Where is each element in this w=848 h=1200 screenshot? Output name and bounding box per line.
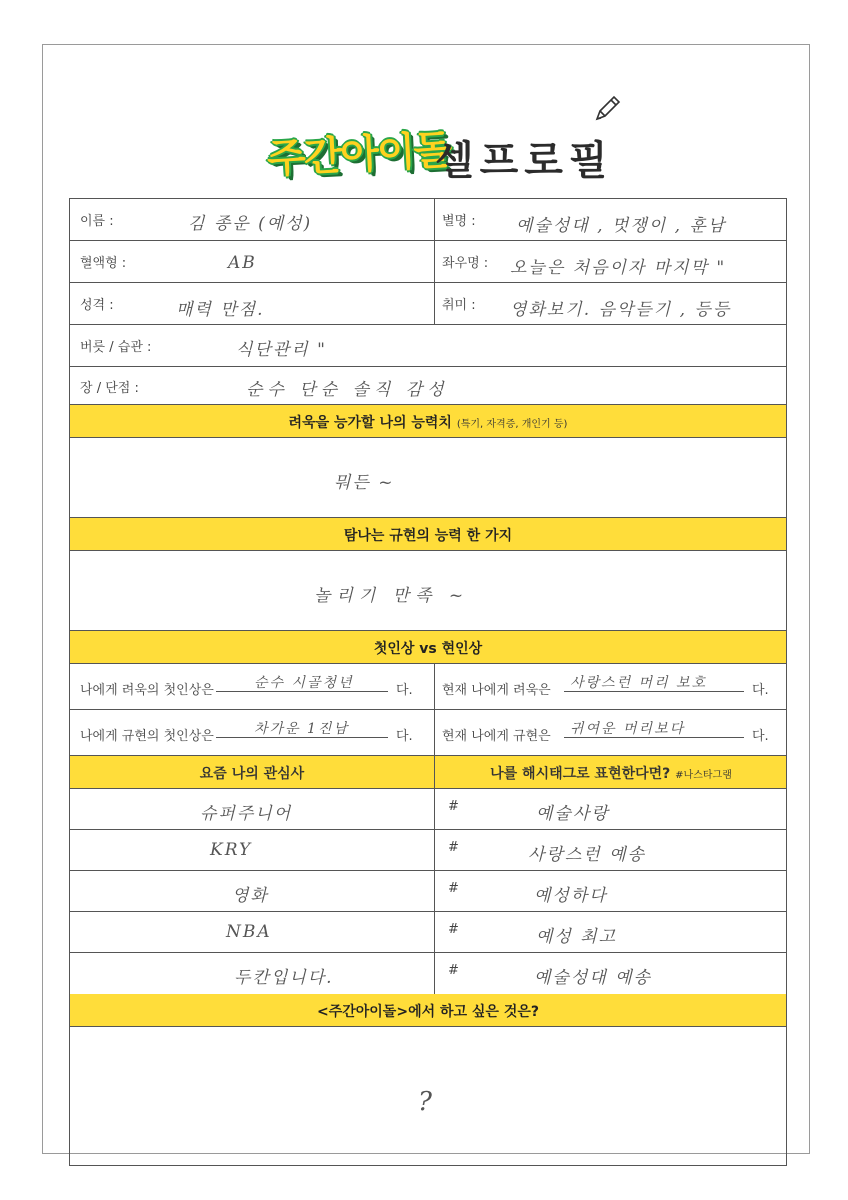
motto-label: 좌우명 : [442,256,489,271]
interest-row [70,871,786,912]
interest-value: 두칸입니다. [234,968,334,988]
suffix: 다. [396,683,413,698]
ability-subtitle: (특기, 자격증, 개인기 등) [456,419,568,430]
interest-row [70,789,786,830]
strength-row [70,367,786,405]
interest-row [70,953,786,994]
kyuhyun-impression-row [70,710,786,756]
ryeowook-now-prefix: 현재 나에게 려욱은 [442,683,551,698]
blood-value: AB [228,253,257,273]
habit-value: 식단관리 " [236,340,327,360]
ability-answer-box [70,438,786,518]
hobby-value: 영화보기. 음악듣기 , 등등 [510,300,732,320]
interest-title: 요즘 나의 관심사 [199,766,305,782]
hash-symbol: # [448,840,459,855]
wish-title: <주간아이돌>에서 하고 싶은 것은? [316,1004,539,1020]
ability-title: 려욱을 능가할 나의 능력치 [288,415,452,431]
interest-value: KRY [210,840,253,860]
habit-label: 버릇 / 습관 : [80,340,152,355]
show-logo: 주간아이돌 [266,127,452,183]
kyuhyun-now-prefix: 현재 나에게 규현은 [442,729,551,744]
name-value: 김 종운 (예성) [188,214,313,234]
divider [434,953,435,994]
hashtag-subtitle: #나스타그램 [675,770,732,781]
profile-form [69,198,787,1166]
hashtag-value: 사랑스런 예송 [528,845,646,865]
strength-label: 장 / 단점 : [80,381,139,396]
hashtag-value: 예술사랑 [536,804,610,824]
kyuhyun-first-value: 차가운 1진남 [254,721,349,737]
hash-symbol: # [448,963,459,978]
divider [434,830,435,870]
hash-symbol: # [448,881,459,896]
header [43,45,809,197]
interest-value: 영화 [232,886,269,906]
personality-label: 성격 : [80,298,114,313]
hashtag-title: 나를 해시태그로 표현한다면? [490,766,671,782]
habit-row [70,325,786,367]
interest-list [70,789,786,994]
suffix: 다. [396,729,413,744]
hash-symbol: # [448,799,459,814]
suffix: 다. [752,683,769,698]
divider [434,871,435,911]
wish-answer-box [70,1027,786,1165]
divider [434,199,435,240]
covet-title: 탐나는 규현의 능력 한 가지 [343,528,513,544]
name-label: 이름 : [80,214,114,229]
ryeowook-impression-row [70,664,786,710]
profile-sheet [42,44,810,1154]
name-row [70,199,786,241]
personality-value: 매력 만점. [176,300,265,320]
divider [434,710,435,755]
interest-value: 슈퍼주니어 [200,804,293,824]
pencil-icon [593,93,623,123]
nickname-value: 예술성대 , 멋쟁이 , 훈남 [516,216,727,236]
ryeowook-now-value: 사랑스런 머리 보호 [570,675,708,691]
impression-title: 첫인상 vs 현인상 [373,641,483,657]
strength-value: 순수 단순 솔직 감성 [246,380,449,400]
blood-row [70,241,786,283]
interest-value: NBA [226,922,272,942]
divider [434,664,435,709]
personality-row [70,283,786,325]
suffix: 다. [752,729,769,744]
hashtag-value: 예성 최고 [536,927,618,947]
divider [434,283,435,324]
interest-row [70,912,786,953]
hashtag-value: 예술성대 예송 [534,968,652,988]
impression-band [70,631,786,664]
motto-value: 오늘은 처음이자 마지막 " [510,258,727,278]
kyuhyun-now-value: 귀여운 머리보다 [570,721,686,737]
hash-symbol: # [448,922,459,937]
covet-answer: 놀리기 만족 ~ [314,586,470,606]
ryeowook-first-value: 순수 시골청년 [254,675,354,691]
hashtag-value: 예성하다 [534,886,608,906]
hobby-label: 취미 : [442,298,476,313]
blood-label: 혈액형 : [80,256,127,271]
ability-answer: 뭐든 ~ [334,473,395,493]
interest-row [70,830,786,871]
page-title: 셀프로필 [435,138,614,184]
ability-band [70,405,786,438]
divider [434,241,435,282]
kyuhyun-first-prefix: 나에게 규현의 첫인상은 [80,729,214,744]
interest-hashtag-band [70,756,786,789]
wish-band [70,994,786,1027]
nickname-label: 별명 : [442,214,476,229]
ryeowook-first-prefix: 나에게 려욱의 첫인상은 [80,683,214,698]
wish-answer: ? [418,1087,434,1117]
covet-band [70,518,786,551]
divider [434,789,435,829]
covet-answer-box [70,551,786,631]
divider [434,912,435,952]
